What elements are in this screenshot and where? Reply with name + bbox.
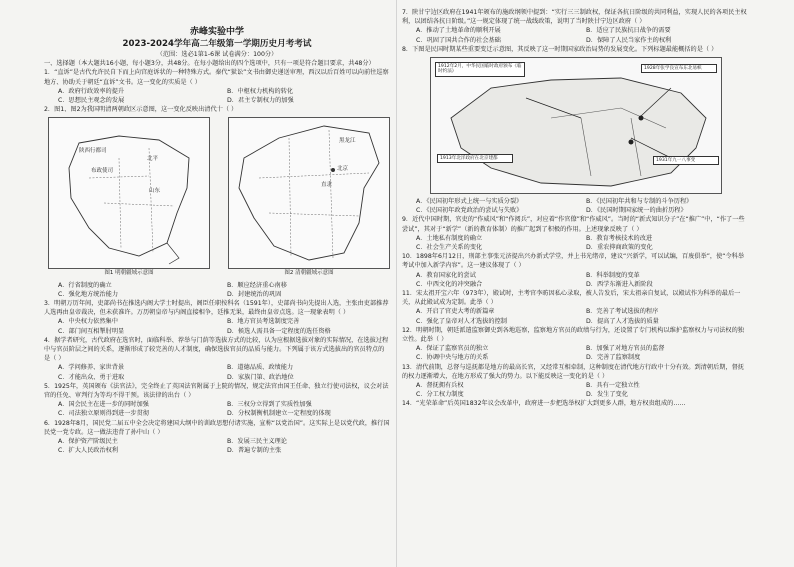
option-b[interactable]: B．加强了对地方官员的监督 [586, 345, 665, 353]
option-a[interactable]: A．《民国初年形式上统一与实质分裂》 [416, 198, 523, 206]
annotation-box: 1913年北洋政府在北京建都 [437, 154, 513, 163]
question-stem: 9．近代中国时期，官吏的“作威风”和“作阅兵”，对应着“作官僚”和“作威风”。当时的“新式知识分子”在“推广”中，“作了一些尝试”，其对于“新学”（新的教育体制）的推广起到了积极的作用。上述现象反映了（ ） [402, 216, 745, 233]
exam-meta: （范围：选必1第1-6课 试卷满分：100分） [156, 51, 278, 58]
question-11 [402, 289, 750, 326]
option-a[interactable]: A．土地私有制度的确立 [416, 234, 483, 242]
option-b[interactable]: B．顺应经济重心南移 [227, 281, 287, 289]
option-a[interactable]: A．开启了官吏大考的新篇章 [416, 308, 495, 316]
option-c[interactable]: C．《民国初年政党政治的尝试与失败》 [416, 207, 523, 215]
ming-map [48, 117, 210, 269]
question-options [402, 381, 750, 399]
section-title: 一、选择题（本大题共16小题，每小题3分，共48分。在每小题给出的四个选项中，只有一项是符合题目要求，共48分） [44, 60, 375, 68]
option-a[interactable]: A．保护资产阶级民主 [58, 438, 118, 446]
option-a[interactable]: A．行省制度的确立 [58, 281, 112, 289]
question-7 [402, 8, 750, 45]
question-9 [402, 215, 750, 252]
map-label: 陕西行都司 [79, 148, 107, 155]
question-options [44, 281, 390, 299]
option-d[interactable]: D．《民国时期国家统一的曲折历程》 [586, 207, 687, 215]
option-b[interactable]: B．教育考核技术的改进 [586, 234, 653, 242]
option-a[interactable]: A．学问修养、家世背景 [58, 364, 125, 372]
map-label: 山东 [149, 188, 161, 195]
option-d[interactable]: D．重农抑商政策的变化 [586, 244, 653, 252]
question-stem: 8．下图是民国时期某些重要变迁示意图，其反映了这一时期国家政治局势的发展变化。下列标题最能概括的是（ ） [402, 45, 718, 53]
option-d[interactable]: D．提高了人才选拔的质量 [586, 317, 659, 325]
question-3 [44, 299, 390, 336]
option-a[interactable]: A．中央权力依然集中 [58, 318, 118, 326]
question-stem: 13．清代前期，总督与巡抚都是地方的最高长官，又经常互相牵制，这种制度在清代地方行政中十分有效。到清朝后期，督抚的权力逐渐增大，在地方形成了强大的势力。以下能反映这一变化的是（ ） [402, 363, 744, 380]
map-label: 北京 [337, 166, 349, 173]
right-column [402, 8, 750, 564]
question-8 [402, 45, 750, 216]
map-pair [48, 117, 390, 278]
republic-map [430, 57, 722, 194]
question-options [44, 437, 390, 455]
option-d[interactable]: D．家族门第、政治地位 [227, 373, 294, 381]
question-stem: 7．陕甘宁边区政府在1941年颁布的施政纲领中提到：“实行三三制政权，保证各抗日阶级的共同利益，实现人民的各项民主权利，以团结各抗日阶级。”这一规定体现了统一战线政策，说明了当时陕甘宁边区政府（ ） [402, 9, 747, 26]
school-name: 赤峰实验中学 [189, 27, 244, 37]
map-caption: 图1 明朝疆域示意图 [104, 270, 154, 277]
question-1 [44, 68, 390, 105]
question-options [402, 344, 750, 362]
question-5 [44, 382, 390, 419]
question-options [402, 271, 750, 289]
map-label: 北平 [147, 156, 159, 163]
question-options [44, 317, 390, 335]
question-4 [44, 336, 390, 382]
question-stem: 2．图1、图2为我国明清两朝政区示意图，这一变化反映出清代十（ ） [44, 106, 238, 114]
map-label: 直隶 [321, 182, 333, 189]
option-c[interactable]: C．社会生产关系的变化 [416, 244, 483, 252]
option-b[interactable]: B．《民国初年共和与专制的斗争历程》 [586, 198, 693, 206]
question-12 [402, 326, 750, 363]
option-d[interactable]: D．保障了人民当家作主的权利 [586, 36, 672, 44]
option-d[interactable]: D．普遍专制的主张 [227, 447, 282, 455]
annotation-box: 1912年2月，中华民国临时政府颁布《临时约法》 [435, 62, 525, 77]
option-c[interactable]: C．中西文化的冲突融合 [416, 280, 483, 288]
option-c[interactable]: C．强化地方统治能力 [58, 290, 119, 298]
question-stem: 3．明朝万历年间，吏部尚书在推选内阁大学士时提出，阁臣任职按科名（1591年），史部尚书向先提出人选，主张由吏部推荐人选再由皇帝裁决，但未获准许。万历朝皇帝与内阁直接相争，廷推无果，最终由皇帝点选。这一现象表明（ ） [44, 300, 389, 317]
question-stem: 11．宋太祖开宝六年（973年），殿试时，主考官李昉因私心录取，被人告发后，宋太祖亲自复试，以殿试作为科举的最后一关，从此殿试成为定制。此举（ ） [402, 290, 741, 307]
option-c[interactable]: C．思想民主观念的发展 [58, 97, 125, 105]
option-b[interactable]: B．中枢权力机构的转化 [227, 87, 294, 95]
question-options [402, 234, 750, 252]
question-6 [44, 419, 390, 456]
option-d[interactable]: D．候选人需具备一定程度的选任资格 [227, 327, 331, 335]
question-14 [402, 399, 750, 408]
question-stem: 5．1925年，英国颁布《法官法》，完全终止了英国法官附属于上院的情况，规定法官由国王任命、独立行使司法权，议会对法官的任免、审判行为等均不得干预。该法律的出台（ ） [44, 382, 389, 400]
option-d[interactable]: D．封建统治的巩固 [227, 290, 282, 298]
question-options [44, 400, 390, 418]
left-column [44, 8, 390, 564]
option-d[interactable]: D．君主专制权力的加强 [227, 97, 294, 105]
question-2 [44, 105, 390, 299]
question-options [402, 26, 750, 44]
question-stem: 4．据学者研究，古代政府在选官时，面临科举、荐举与门荫等选拔方式的比较，认为应根据选拔对象的实际情况，在选拔过程中与官员阶层之间的关系，逐渐形成了较完善的人才制度，确保选拔官员的品质与能力。下列属于该方式选拔出的官员特点的是（ ） [44, 336, 389, 363]
qing-map-drawing [229, 118, 389, 268]
option-a[interactable]: A．教育国家化的尝试 [416, 271, 476, 279]
annotation-box: 1928年张学良宣布东北易帜 [641, 64, 717, 73]
option-a[interactable]: A．推动了土地革命的顺利开展 [416, 27, 501, 35]
option-c[interactable]: C．分工权力制度 [416, 391, 464, 399]
option-c[interactable]: C．扩大人民政治权利 [58, 447, 119, 455]
option-d[interactable]: D．完善了监察制度 [586, 354, 641, 362]
option-b[interactable]: B．道德品质、政绩能力 [227, 364, 294, 372]
question-stem: 10．1898年6月12日，刑部主事张元济提出兴办新式学堂，并上书光绪帝，建议“兴新学，可以试编，百废俱举”，使“令科举考试中加入新学内容”。这一建议体现了（ ） [402, 253, 745, 270]
map-figure-2 [228, 117, 390, 278]
page-fold [396, 0, 397, 567]
question-options [402, 197, 750, 215]
option-b[interactable]: B．地方官员考选制度完善 [227, 318, 300, 326]
option-b[interactable]: B．完善了考试选拔的程序 [586, 308, 659, 316]
option-c[interactable]: C．部门间互相掣肘明显 [58, 327, 125, 335]
question-stem: 12．明朝时期，朝廷派遣监察御史到各地巡察，监察地方官员的政绩与行为，还设置了专门机构以维护监察权力与司法权的独立性。此举（ ） [402, 326, 744, 344]
map-label: 黑龙江 [339, 138, 356, 145]
annotation-box: 1931年九一八事变 [653, 156, 719, 165]
map-caption: 图2 清朝疆域示意图 [284, 270, 334, 277]
option-b[interactable]: B．发展三民主义理论 [227, 438, 287, 446]
question-options [44, 363, 390, 381]
question-stem: 14．“光荣革命”后英国1832年议会改革中，政府进一步把选举权扩大到更多人群，地方权贵组成的…… [402, 400, 686, 408]
option-b[interactable]: B．三权分立得到了实质性加强 [227, 401, 312, 409]
option-d[interactable]: D．发生了变化 [586, 391, 628, 399]
option-c[interactable]: C．才能出众、勇于进取 [58, 373, 125, 381]
question-10 [402, 252, 750, 289]
question-stem: 1．“直诉”是古代允许民自下而上向宫庭诉状的一种特殊方式。秦代“狱讼”文书由御史递送审理，西汉以后百姓可以向前往巡察地方、协助关于朝廷“直诉”文书。这一变化的实质是（ ） [44, 69, 389, 86]
question-options [44, 87, 390, 105]
option-a[interactable]: A．国会民主在进一步的同时加强 [58, 401, 149, 409]
option-c[interactable]: C．协调中央与地方的关系 [416, 354, 489, 362]
option-c[interactable]: C．司法独立原则得到进一步贯彻 [58, 410, 149, 418]
option-d[interactable]: D．分权制衡机制建立一定程度的体现 [227, 410, 331, 418]
option-a[interactable]: A．政府行政效率的提升 [58, 87, 125, 95]
option-b[interactable]: B．适应了民族抗日战争的需要 [586, 27, 671, 35]
option-b[interactable]: B．具有一定独立性 [586, 382, 640, 390]
exam-title: 2023-2024学年高二年级第一学期历史月考考试 [122, 39, 312, 49]
republic-map-drawing [431, 58, 721, 193]
question-options [402, 307, 750, 325]
ming-map-drawing [49, 118, 209, 268]
question-stem: 6．1928年8月，国民党二届五中全会决定将建国大纲中的训政思想付诸实施，宣称“以党治国”。这实际上是以党代政，推行国民党一党专政。这一做法违背了孙中山（ ） [44, 419, 390, 436]
option-c[interactable]: C．强化了皇帝对人才选拔的控制 [416, 317, 507, 325]
option-d[interactable]: D．西学东渐进入新阶段 [586, 280, 653, 288]
option-c[interactable]: C．巩固了国共合作的社会基础 [416, 36, 501, 44]
qing-map [228, 117, 390, 269]
option-b[interactable]: B．科举制度的变革 [586, 271, 640, 279]
option-a[interactable]: A．保证了监察官员的独立 [416, 345, 489, 353]
map-label: 布政使司 [91, 168, 114, 175]
question-13 [402, 363, 750, 400]
option-a[interactable]: A．督抚拥有兵权 [416, 382, 464, 390]
map-figure-1 [48, 117, 210, 278]
